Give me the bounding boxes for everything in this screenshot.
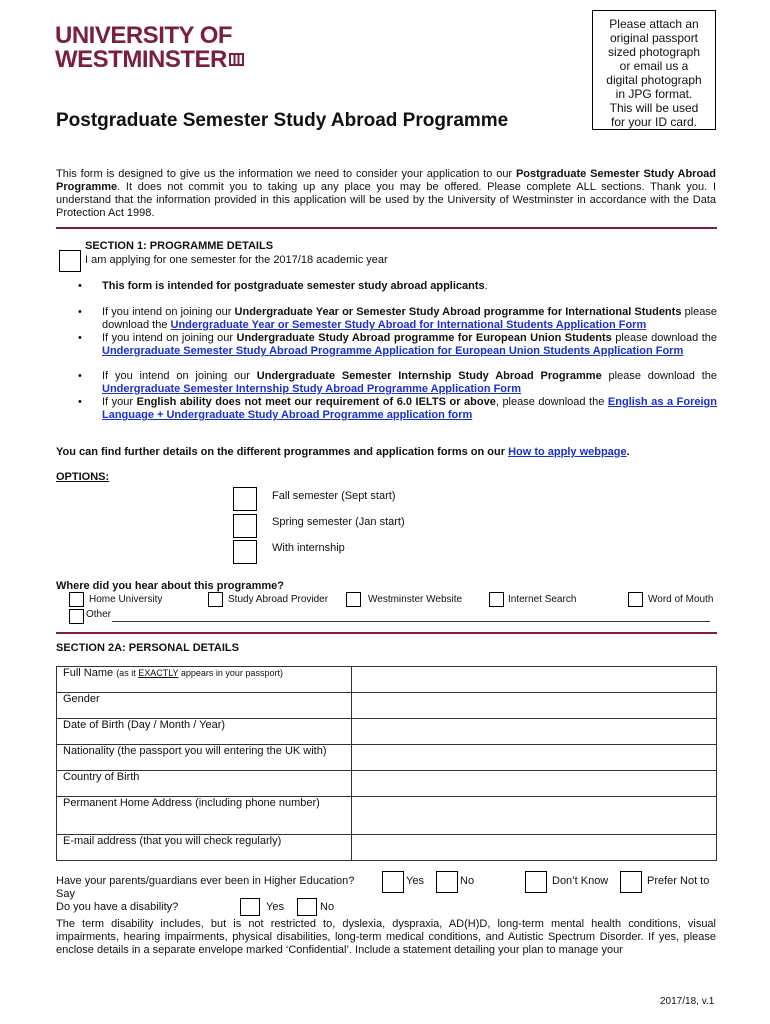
intro-programme-name: Postgraduate Semester Study Abroad Programme — [56, 168, 717, 193]
internship-application-form-link[interactable]: Undergraduate Semester Internship Study Abroad Programme Application Form — [102, 383, 522, 395]
version-footer: 2017/18, v.1 — [660, 996, 715, 1007]
table-row — [57, 797, 717, 835]
photo-line: in JPG format. — [615, 87, 693, 101]
home-address-input[interactable] — [352, 797, 717, 835]
gender-label: Gender — [57, 693, 352, 719]
bullet-4-text-c: please download the — [601, 370, 717, 382]
photo-line: original passport — [609, 31, 699, 45]
disability-no-label: No — [320, 901, 335, 913]
page-title: Postgraduate Semester Study Abroad Programme — [56, 110, 509, 131]
photo-instructions-box — [592, 10, 716, 130]
spring-semester-label: Spring semester (Jan start) — [272, 516, 405, 528]
section-divider — [56, 632, 717, 634]
section-divider — [56, 227, 717, 229]
email-label: E-mail address (that you will check regularly) — [57, 835, 352, 861]
bullet-2-text: If you intend on joining our — [102, 306, 235, 318]
table-row — [57, 719, 717, 745]
applying-checkbox[interactable] — [59, 250, 81, 272]
further-details — [56, 446, 630, 458]
bullet-2-bold: Undergraduate Year or Semester Study Abroad programme for International Students — [234, 306, 682, 318]
other-input-line[interactable] — [112, 621, 710, 622]
table-row — [57, 835, 717, 861]
parents-question: Have your parents/guardians ever been in Higher Education? — [56, 875, 355, 887]
logo-line-1: UNIVERSITY OF — [55, 22, 233, 49]
section1-heading: SECTION 1: PROGRAMME DETAILS — [85, 240, 274, 252]
fullname-input[interactable] — [352, 667, 717, 693]
further-end: . — [626, 446, 630, 458]
bullet-3-text: If you intend on joining our — [102, 332, 237, 344]
other-label: Other — [86, 609, 112, 620]
home-university-label: Home University — [89, 594, 163, 605]
bullet-3-bold: Undergraduate Study Abroad programme for European Union Students — [236, 332, 612, 344]
bullet-dot: • — [78, 370, 82, 382]
disability-yes-label: Yes — [266, 901, 284, 913]
parents-prefer-not-checkbox[interactable] — [620, 871, 642, 893]
dob-label: Date of Birth (Day / Month / Year) — [57, 719, 352, 745]
parents-prefer-not-label: Prefer Not to — [647, 875, 710, 887]
fullname-note-exactly: EXACTLY — [138, 668, 179, 678]
gender-input[interactable] — [352, 693, 717, 719]
photo-line: sized photograph — [607, 45, 701, 59]
photo-line: for your ID card. — [610, 115, 698, 129]
bullet-5 — [102, 396, 717, 422]
country-of-birth-input[interactable] — [352, 771, 717, 797]
fullname-label: Full Name — [63, 667, 114, 679]
word-of-mouth-checkbox[interactable] — [628, 592, 643, 607]
table-row — [57, 693, 717, 719]
bullet-1 — [102, 280, 717, 293]
spring-semester-checkbox[interactable] — [233, 514, 257, 538]
nationality-label: Nationality (the passport you will entering the UK with) — [57, 745, 352, 771]
intro-text: This form is designed to give us the information we need to consider your application to our — [56, 168, 516, 180]
fall-semester-checkbox[interactable] — [233, 487, 257, 511]
photo-line: This will be used — [609, 101, 699, 115]
bullet-5-text: If your — [102, 396, 137, 408]
applying-label: I am applying for one semester for the 2017/18 academic year — [85, 254, 388, 266]
internet-search-label: Internet Search — [508, 594, 577, 605]
personal-details-table — [56, 666, 717, 861]
parents-dont-know-checkbox[interactable] — [525, 871, 547, 893]
parents-dont-know-label: Don’t Know — [552, 875, 609, 887]
intro-paragraph — [56, 168, 716, 220]
disability-no-checkbox[interactable] — [297, 898, 317, 916]
internet-search-checkbox[interactable] — [489, 592, 504, 607]
bullet-5-bold: English ability does not meet our requirement of 6.0 IELTS or above — [136, 396, 496, 408]
bullet-dot: • — [78, 396, 82, 408]
table-row — [57, 667, 717, 693]
eu-application-form-link[interactable]: Undergraduate Semester Study Abroad Programme Application for European Union Students Application Form — [102, 345, 684, 357]
efl-application-form-link[interactable]: English as a Foreign Language + Undergraduate Study Abroad Programme application form — [102, 396, 717, 421]
options-heading: OPTIONS: — [56, 471, 110, 483]
bullet-4-bold: Undergraduate Semester Internship Study Abroad Programme — [256, 370, 602, 382]
country-of-birth-label: Country of Birth — [57, 771, 352, 797]
bullet-4-text: If you intend on joining our — [102, 370, 257, 382]
nationality-input[interactable] — [352, 745, 717, 771]
table-row — [57, 745, 717, 771]
email-input[interactable] — [352, 835, 717, 861]
other-checkbox[interactable] — [69, 609, 84, 624]
photo-line: or email us a — [619, 59, 689, 73]
bullet-2-text-c: please download the — [102, 306, 717, 331]
bullet-4 — [102, 370, 717, 396]
parents-no-label: No — [460, 875, 475, 887]
home-university-checkbox[interactable] — [69, 592, 84, 607]
bullet-5-text-c: , please download the — [495, 396, 608, 408]
how-to-apply-link[interactable]: How to apply webpage — [508, 446, 627, 458]
disability-question: Do you have a disability? — [56, 901, 179, 913]
bullet-1-text: This form is intended for postgraduate semester study abroad applicants — [102, 280, 485, 292]
dob-input[interactable] — [352, 719, 717, 745]
disability-yes-checkbox[interactable] — [240, 898, 260, 916]
fullname-label-cell — [57, 667, 352, 693]
bullet-2 — [102, 306, 717, 332]
disability-explanation: The term disability includes, but is not restricted to, dyslexia, dyspraxia, AD(H)D, long-term mental health conditions, visual impairments, hearing impairments, physical disabilities, long-term medical conditions, and Autistic Spectrum Disorder. If yes, please enclose details in a separate envelope marked ‘Confidential’. Include a statement detailing your plan to manage your — [56, 918, 716, 956]
fullname-note-c: appears in your passport) — [178, 668, 283, 678]
intro-text-end: . It does not commit you to taking up any place you may be offered. Please complete ALL sections. Thank you. I understand that the information provided in this application will be used by the University of Westminster in accordance with the Data Protection Act 1998. — [56, 181, 716, 219]
westminster-website-checkbox[interactable] — [346, 592, 361, 607]
bullet-dot: • — [78, 332, 82, 344]
bullet-3 — [102, 332, 717, 358]
internship-label: With internship — [272, 542, 345, 554]
bullet-3-text-c: please download the — [611, 332, 718, 344]
fall-semester-label: Fall semester (Sept start) — [272, 490, 396, 502]
westminster-website-label: Westminster Website — [368, 594, 463, 605]
home-address-label: Permanent Home Address (including phone number) — [57, 797, 352, 835]
portcullis-icon — [229, 53, 244, 66]
photo-line: digital photograph — [606, 73, 702, 87]
photo-line: Please attach an — [609, 17, 699, 31]
internship-checkbox[interactable] — [233, 540, 257, 564]
intl-application-form-link[interactable]: Undergraduate Year or Semester Study Abroad for International Students Application Form — [170, 319, 647, 331]
hear-question: Where did you hear about this programme? — [56, 580, 284, 592]
bullet-dot: • — [78, 306, 82, 318]
parents-yes-label: Yes — [406, 875, 424, 887]
parents-no-checkbox[interactable] — [436, 871, 458, 893]
word-of-mouth-label: Word of Mouth — [648, 594, 714, 605]
bullet-1-end: . — [484, 280, 488, 292]
fullname-note-a: (as it — [116, 668, 139, 678]
logo-line-2: WESTMINSTER — [55, 46, 227, 73]
fullname-note — [116, 668, 283, 678]
further-text: You can find further details on the different programmes and application forms on our — [56, 446, 509, 458]
university-logo — [55, 24, 244, 72]
section2a-heading: SECTION 2A: PERSONAL DETAILS — [56, 642, 239, 654]
parents-yes-checkbox[interactable] — [382, 871, 404, 893]
table-row — [57, 771, 717, 797]
parents-say: Say — [56, 888, 75, 900]
study-abroad-provider-checkbox[interactable] — [208, 592, 223, 607]
study-abroad-provider-label: Study Abroad Provider — [228, 594, 329, 605]
bullet-dot: • — [78, 280, 82, 292]
